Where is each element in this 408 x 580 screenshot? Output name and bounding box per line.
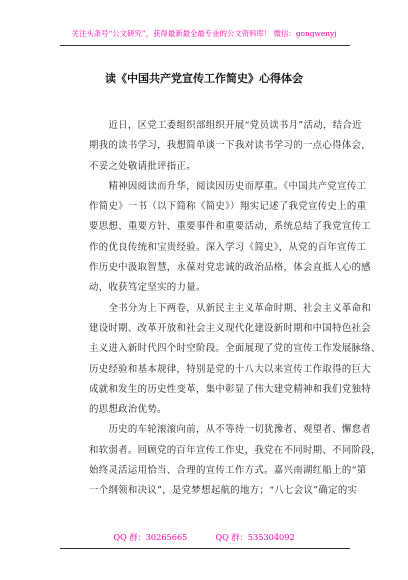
body-line: 和软弱者。回顾党的百年宣传工作史，我党在不同时期、不同阶段，: [89, 444, 381, 456]
promo-footer: [0, 532, 408, 543]
qq-group-2: QQ 群：535304092: [215, 532, 295, 542]
qq-group-1: QQ 群：30265665: [113, 532, 188, 542]
body-line: 建设时期、改革开放和社会主义现代化建设新时期和中国特色社会: [89, 322, 372, 334]
document-body: [89, 116, 381, 502]
footer-divider: [60, 548, 350, 549]
body-line: 精神因阅读而升华，阅读因历史而厚重。《中国共产党宣传工: [89, 180, 367, 192]
body-line: 作的优良传统和宝贵经验。深入学习《简史》，从党的百年宣传工: [89, 241, 367, 253]
body-line: 的思想政治优势。: [89, 404, 167, 416]
body-line: 作历史中汲取智慧，永葆对党忠诚的政治品格，体会直抵人心的感: [89, 262, 372, 274]
body-line: 全书分为上下两卷，从新民主主义革命时期、社会主义革命和: [89, 302, 372, 314]
body-line: 不妥之处敬请批评指正。: [89, 160, 196, 172]
body-line: 主义进入新时代四个时空阶段。全面展现了党的宣传工作发展脉络、: [89, 343, 381, 355]
body-line: 始终灵活运用恰当、合理的宣传工作方式。嘉兴南湖红船上的“第: [89, 465, 367, 477]
body-line: 历史经验和基本规律，特别是党的十八大以来宣传工作取得的巨大: [89, 363, 372, 375]
header-divider: [60, 45, 350, 46]
body-line: 近日，区党工委组织部组织开展“党员读书月”活动，结合近: [89, 120, 362, 131]
promo-header: 关注头条号“公文研究”，获得最新最全最专业的公文资料库！ 微信：gongwenyj: [71, 29, 337, 38]
body-line: 历史的车轮滚滚向前，从不等待一切犹豫者、观望者、懈怠者: [89, 424, 372, 436]
document-title: 读《中国共产党宣传工作简史》心得体会: [105, 72, 303, 85]
body-line: 作简史》一书（以下简称《简史》）翔实记述了我党宣传史上的重: [89, 201, 367, 213]
body-line: 要思想、重要方针、重要事件和重要活动，系统总结了我党宣传工: [89, 221, 372, 233]
body-line: 动，收获笃定坚实的力量。: [89, 282, 206, 294]
body-line: 成就和发生的历史性变革，集中彰显了伟大建党精神和我们党独特: [89, 383, 372, 395]
body-line: 一个纲领和决议”，是党梦想起航的地方；“八七会议”确定的实: [89, 485, 358, 497]
body-line: 期我的读书学习，我想简单谈一下我对读书学习的一点心得体会，: [89, 140, 372, 152]
